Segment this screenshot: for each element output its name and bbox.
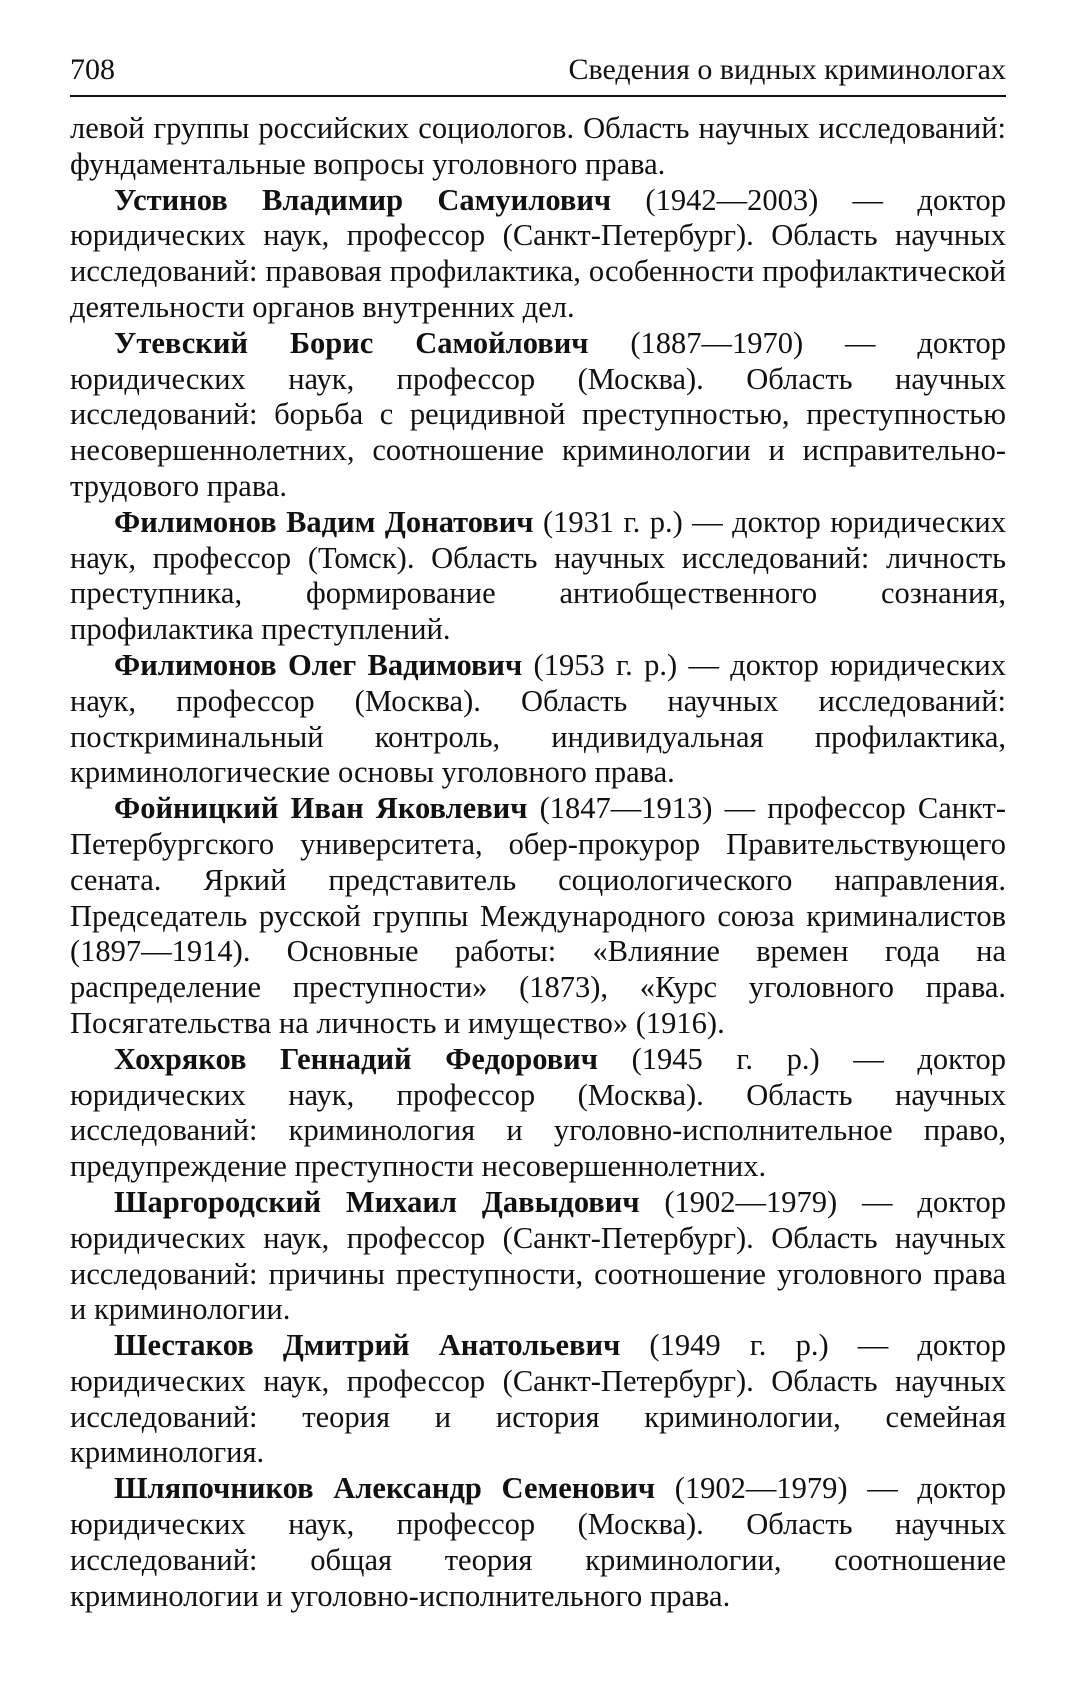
entry-paragraph xyxy=(70,183,1006,326)
entry-paragraph xyxy=(70,791,1006,1042)
book-page xyxy=(70,52,1006,1614)
entry-text: (1942—2003) — доктор юридических наук, профессор (Санкт-Петербург). Область научных исследований: правовая профилактика, особенности профилактической деятельности органов внутренних дел. xyxy=(70,182,1006,324)
entry-name: Хохряков Геннадий Федорович xyxy=(114,1041,598,1076)
entry-paragraph xyxy=(70,326,1006,505)
entry-text: (1847—1913) — профессор Санкт-Петербургского университета, обер-прокурор Правительствующего сената. Яркий представитель социологического направления. Председатель русской группы Международного союза криминалистов (1897—1914). Основные работы: «Влияние времен года на распределение преступности» (1873), «Курс уголовного права. Посягательства на личность и имущество» (1916). xyxy=(70,791,1006,1040)
entry-paragraph xyxy=(70,1328,1006,1471)
continuation-paragraph: левой группы российских социологов. Область научных исследований: фундаментальные вопросы уголовного права. xyxy=(70,111,1006,181)
entry-text: (1902—1979) — доктор юридических наук, профессор (Москва). Область научных исследований: общая теория криминологии, соотношение криминологии и уголовно-исполнительного права. xyxy=(70,1471,1006,1613)
page-number: 708 xyxy=(70,53,115,86)
entry-text: (1945 г. р.) — доктор юридических наук, профессор (Москва). Область научных исследований: криминология и уголовно-исполнительное право, предупреждение преступности несовершеннолетних. xyxy=(70,1041,1006,1184)
entry-paragraph xyxy=(70,1042,1006,1185)
entry-name: Устинов Владимир Самуилович xyxy=(114,182,612,217)
entry-paragraph xyxy=(70,648,1006,791)
entry-text: (1949 г. р.) — доктор юридических наук, профессор (Санкт-Петербург). Область научных исследований: теория и история криминологии, семейная криминология. xyxy=(70,1328,1007,1470)
entry-name: Шляпочников Александр Семенович xyxy=(114,1471,656,1506)
running-title: Сведения о видных криминологах xyxy=(568,53,1006,86)
entry-text: (1887—1970) — доктор юридических наук, профессор (Москва). Область научных исследований: борьба с рецидивной преступностью, преступностью несовершеннолетних, соотношение криминологии и исправительно-трудового права. xyxy=(70,325,1006,503)
entry-name: Шестаков Дмитрий Анатольевич xyxy=(114,1328,621,1363)
entry-text: (1931 г. р.) — доктор юридических наук, профессор (Томск). Область научных исследований: личность преступника, формирование антиобщественного сознания, профилактика преступлений. xyxy=(70,504,1006,647)
entry-text: (1953 г. р.) — доктор юридических наук, профессор (Москва). Область научных исследований: посткриминальный контроль, индивидуальная профилактика, криминологические основы уголовного права. xyxy=(70,647,1006,790)
entry-name: Утевский Борис Самойлович xyxy=(114,325,589,360)
entry-paragraph xyxy=(70,1471,1006,1614)
entry-paragraph xyxy=(70,505,1006,648)
entry-name: Филимонов Вадим Донатович xyxy=(114,504,534,539)
running-head xyxy=(70,52,1006,97)
entry-name: Фойницкий Иван Яковлевич xyxy=(114,791,528,826)
entry-name: Шаргородский Михаил Давыдович xyxy=(114,1184,640,1219)
entry-name: Филимонов Олег Вадимович xyxy=(114,647,523,682)
entry-text: (1902—1979) — доктор юридических наук, профессор (Санкт-Петербург). Область научных исследований: причины преступности, соотношение уголовного права и криминологии. xyxy=(70,1184,1006,1327)
body-text xyxy=(70,111,1006,1614)
entry-paragraph xyxy=(70,1185,1006,1328)
